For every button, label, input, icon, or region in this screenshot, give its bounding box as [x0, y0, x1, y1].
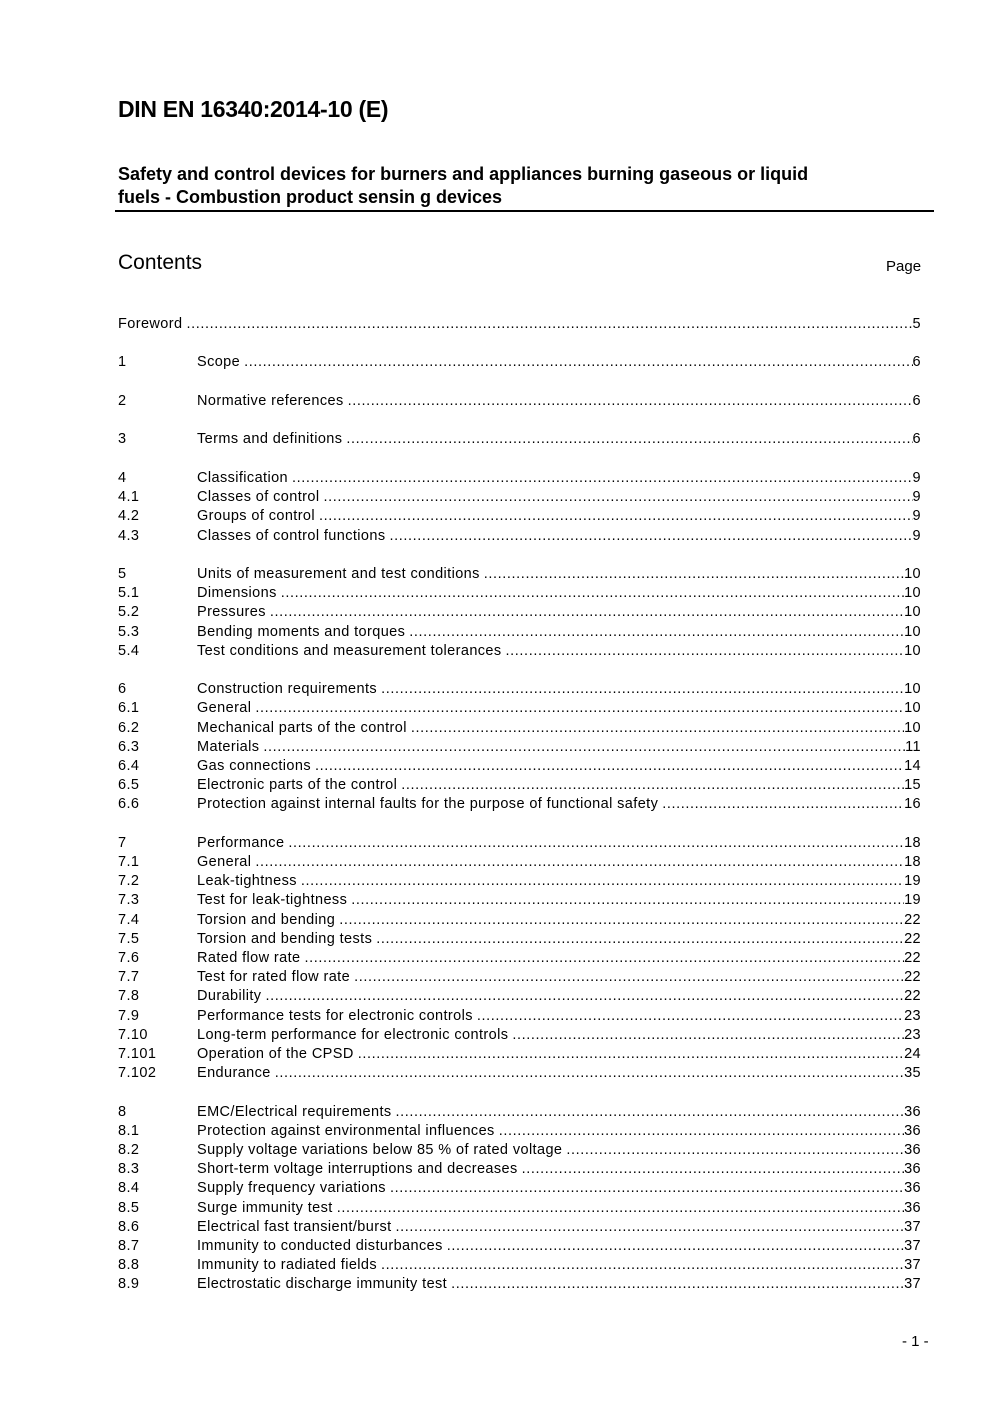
- toc-entry-number: 5: [118, 565, 127, 582]
- toc-entry[interactable]: [118, 757, 921, 776]
- toc-entry[interactable]: [118, 872, 921, 891]
- toc-entry-title: Performance: [197, 834, 285, 851]
- toc-entry-page: 10: [904, 642, 921, 659]
- toc-entry-title: Materials: [197, 738, 260, 755]
- toc-entry-page: 37: [904, 1237, 921, 1254]
- toc-dot-leader: [301, 872, 904, 891]
- toc-entry[interactable]: [118, 719, 921, 738]
- toc-dot-leader: [186, 315, 912, 334]
- toc-dot-leader: [270, 603, 904, 622]
- toc-section-group: [118, 315, 921, 334]
- toc-entry[interactable]: [118, 1160, 921, 1179]
- toc-entry-page: 10: [904, 623, 921, 640]
- toc-entry-title: Scope: [197, 354, 241, 371]
- toc-entry-number: 7.6: [118, 949, 140, 966]
- toc-entry-title: Gas connections: [197, 757, 312, 774]
- toc-dot-leader: [281, 584, 904, 603]
- toc-dot-leader: [401, 776, 904, 795]
- toc-entry-title: Immunity to conducted disturbances: [197, 1237, 443, 1254]
- toc-dot-leader: [396, 1218, 905, 1237]
- toc-entry[interactable]: [118, 1275, 921, 1294]
- toc-dot-leader: [255, 853, 904, 872]
- toc-entry-title: Bending moments and torques: [197, 623, 406, 640]
- toc-entry-title: Supply frequency variations: [197, 1180, 386, 1197]
- toc-entry-page: 22: [904, 969, 921, 986]
- toc-section-group: [118, 834, 921, 1083]
- toc-section-group: [118, 392, 921, 411]
- toc-entry-page: 9: [912, 489, 921, 506]
- toc-dot-leader: [319, 507, 913, 526]
- toc-entry[interactable]: [118, 392, 921, 411]
- toc-entry-page: 18: [904, 834, 921, 851]
- toc-entry[interactable]: [118, 680, 921, 699]
- toc-entry-page: 10: [904, 604, 921, 621]
- toc-entry-page: 5: [912, 316, 921, 332]
- toc-dot-leader: [381, 1256, 904, 1275]
- toc-entry-page: 23: [904, 1026, 921, 1043]
- toc-entry-number: 4: [118, 469, 127, 486]
- toc-entry-number: 7.7: [118, 969, 140, 986]
- toc-entry-number: 8.9: [118, 1276, 140, 1293]
- toc-entry-page: 36: [904, 1103, 921, 1120]
- toc-entry-title: Endurance: [197, 1065, 271, 1082]
- toc-entry-number: 6.2: [118, 719, 140, 736]
- toc-entry-title: Classes of control functions: [197, 527, 386, 544]
- toc-entry-page: 22: [904, 949, 921, 966]
- toc-entry[interactable]: [118, 738, 921, 757]
- toc-dot-leader: [451, 1275, 904, 1294]
- toc-entry-title: Protection against environmental influences: [197, 1122, 495, 1139]
- toc-entry-page: 22: [904, 988, 921, 1005]
- toc-entry[interactable]: [118, 565, 921, 584]
- toc-dot-leader: [292, 469, 913, 488]
- toc-dot-leader: [396, 1103, 905, 1122]
- toc-entry-number: 4.2: [118, 508, 140, 525]
- document-title: DIN EN 16340:2014-10 (E): [118, 96, 389, 122]
- toc-entry-number: 4.3: [118, 527, 140, 544]
- toc-dot-leader: [323, 488, 912, 507]
- toc-entry[interactable]: [118, 853, 921, 872]
- toc-entry-title: General: [197, 700, 252, 717]
- toc-entry-page: 16: [904, 796, 921, 813]
- toc-entry-page: 19: [904, 873, 921, 890]
- toc-entry-title: Short-term voltage interruptions and decreases: [197, 1161, 518, 1178]
- toc-entry[interactable]: [118, 353, 921, 372]
- toc-entry-page: 6: [912, 431, 921, 448]
- toc-entry-number: 7.5: [118, 930, 140, 947]
- toc-dot-leader: [484, 565, 904, 584]
- toc-entry[interactable]: [118, 469, 921, 488]
- toc-dot-leader: [409, 623, 904, 642]
- toc-entry-page: 15: [904, 777, 921, 794]
- toc-entry-title: Pressures: [197, 604, 266, 621]
- toc-entry-page: 10: [904, 700, 921, 717]
- toc-entry-number: 7.4: [118, 911, 140, 928]
- toc-entry-title: Durability: [197, 988, 262, 1005]
- toc-dot-leader: [265, 987, 904, 1006]
- toc-entry-title: Performance tests for electronic controls: [197, 1007, 473, 1024]
- toc-entry-number: 8.8: [118, 1257, 140, 1274]
- toc-section-group: [118, 469, 921, 546]
- toc-entry-title: Torsion and bending tests: [197, 930, 373, 947]
- toc-entry[interactable]: [118, 1237, 921, 1256]
- toc-entry[interactable]: [118, 315, 921, 334]
- toc-entry-page: 24: [904, 1045, 921, 1062]
- toc-entry-title: Units of measurement and test conditions: [197, 565, 480, 582]
- toc-entry[interactable]: [118, 584, 921, 603]
- toc-dot-leader: [522, 1160, 904, 1179]
- toc-entry-title: Normative references: [197, 392, 344, 409]
- toc-entry-page: 35: [904, 1065, 921, 1082]
- toc-entry-number: 6.1: [118, 700, 140, 717]
- toc-entry-title: Leak-tightness: [197, 873, 297, 890]
- document-subtitle: [118, 163, 918, 209]
- toc-entry-page: 10: [904, 585, 921, 602]
- toc-entry-number: 8.2: [118, 1141, 140, 1158]
- toc-entry-title: Groups of control: [197, 508, 316, 525]
- toc-entry-title: Test conditions and measurement tolerances: [197, 642, 502, 659]
- title-divider: [115, 210, 934, 212]
- toc-entry-number: 7.101: [118, 1045, 157, 1062]
- toc-entry-number: 5.1: [118, 585, 140, 602]
- table-of-contents: [118, 315, 921, 1294]
- toc-entry[interactable]: [118, 603, 921, 622]
- toc-entry-number: 8.5: [118, 1199, 140, 1216]
- toc-entry-title: Mechanical parts of the control: [197, 719, 407, 736]
- toc-entry-page: 18: [904, 854, 921, 871]
- toc-section-group: [118, 430, 921, 449]
- toc-entry[interactable]: [118, 911, 921, 930]
- toc-dot-leader: [499, 1122, 904, 1141]
- toc-entry-page: 36: [904, 1122, 921, 1139]
- toc-entry[interactable]: [118, 1218, 921, 1237]
- toc-dot-leader: [275, 1064, 904, 1083]
- toc-entry-number: 8.4: [118, 1180, 140, 1197]
- toc-entry-page: 14: [904, 757, 921, 774]
- subtitle-line: Safety and control devices for burners and appliances burning gaseous or liquid: [118, 164, 809, 184]
- toc-entry-title: Rated flow rate: [197, 949, 301, 966]
- toc-entry-title: Surge immunity test: [197, 1199, 333, 1216]
- toc-entry[interactable]: [118, 1064, 921, 1083]
- toc-entry-number: 7: [118, 834, 127, 851]
- toc-dot-leader: [447, 1237, 904, 1256]
- toc-entry-title: Classification: [197, 469, 289, 486]
- toc-entry-title: Supply voltage variations below 85 % of rated voltage: [197, 1141, 563, 1158]
- toc-dot-leader: [339, 911, 904, 930]
- toc-entry-title: Terms and definitions: [197, 431, 343, 448]
- toc-dot-leader: [348, 392, 913, 411]
- toc-dot-leader: [255, 699, 904, 718]
- toc-dot-leader: [346, 430, 912, 449]
- toc-entry-number: 7.1: [118, 854, 140, 871]
- toc-dot-leader: [381, 680, 904, 699]
- toc-entry[interactable]: [118, 1141, 921, 1160]
- toc-dot-leader: [288, 834, 904, 853]
- toc-entry[interactable]: [118, 527, 921, 546]
- toc-entry-number: 4.1: [118, 489, 140, 506]
- toc-entry-title: Protection against internal faults for the purpose of functional safety: [197, 796, 659, 813]
- toc-entry-page: 36: [904, 1199, 921, 1216]
- toc-entry-number: 8.6: [118, 1218, 140, 1235]
- toc-section-group: [118, 680, 921, 814]
- toc-entry-number: 6.3: [118, 738, 140, 755]
- toc-entry-number: 3: [118, 431, 127, 448]
- toc-dot-leader: [411, 719, 904, 738]
- toc-entry-number: 1: [118, 354, 127, 371]
- toc-dot-leader: [506, 642, 905, 661]
- toc-dot-leader: [662, 795, 904, 814]
- toc-entry-number: 7.10: [118, 1026, 148, 1043]
- toc-entry[interactable]: [118, 1007, 921, 1026]
- toc-entry[interactable]: [118, 488, 921, 507]
- toc-entry[interactable]: [118, 795, 921, 814]
- toc-entry-page: 22: [904, 911, 921, 928]
- toc-entry[interactable]: [118, 776, 921, 795]
- toc-entry-title: Electronic parts of the control: [197, 777, 398, 794]
- toc-entry[interactable]: [118, 891, 921, 910]
- toc-entry-number: 5.3: [118, 623, 140, 640]
- toc-entry-title: EMC/Electrical requirements: [197, 1103, 392, 1120]
- toc-entry-page: 37: [904, 1276, 921, 1293]
- toc-entry[interactable]: [118, 1256, 921, 1275]
- toc-entry-number: 7.2: [118, 873, 140, 890]
- toc-entry-page: 9: [912, 508, 921, 525]
- toc-entry-number: 8.1: [118, 1122, 140, 1139]
- toc-entry[interactable]: [118, 1026, 921, 1045]
- toc-entry-title: Long-term performance for electronic controls: [197, 1026, 509, 1043]
- toc-entry-number: 7.3: [118, 892, 140, 909]
- toc-entry-title: Immunity to radiated fields: [197, 1257, 378, 1274]
- contents-heading: Contents: [118, 251, 203, 274]
- subtitle-line: fuels - Combustion product sensin g devices: [118, 187, 503, 207]
- toc-dot-leader: [244, 353, 912, 372]
- toc-entry-number: 8: [118, 1103, 127, 1120]
- toc-entry[interactable]: [118, 507, 921, 526]
- toc-entry-page: 10: [904, 681, 921, 698]
- toc-entry-title: General: [197, 854, 252, 871]
- toc-entry-page: 10: [904, 719, 921, 736]
- toc-entry-page: 36: [904, 1161, 921, 1178]
- toc-dot-leader: [263, 738, 905, 757]
- toc-dot-leader: [566, 1141, 904, 1160]
- toc-entry[interactable]: [118, 1122, 921, 1141]
- toc-dot-leader: [315, 757, 904, 776]
- toc-entry[interactable]: [118, 623, 921, 642]
- toc-entry-page: 6: [912, 354, 921, 371]
- toc-entry-title: Test for rated flow rate: [197, 969, 351, 986]
- toc-entry-number: 6.6: [118, 796, 140, 813]
- toc-entry-number: 7.102: [118, 1065, 157, 1082]
- toc-entry-title: Electrical fast transient/burst: [197, 1218, 392, 1235]
- toc-dot-leader: [390, 1179, 904, 1198]
- toc-entry-page: 23: [904, 1007, 921, 1024]
- toc-dot-leader: [477, 1007, 904, 1026]
- toc-dot-leader: [354, 968, 904, 987]
- toc-entry[interactable]: [118, 987, 921, 1006]
- toc-entry-title: Torsion and bending: [197, 911, 336, 928]
- toc-entry-page: 10: [904, 565, 921, 582]
- toc-entry-title: Construction requirements: [197, 681, 378, 698]
- toc-section-group: [118, 1103, 921, 1295]
- page-column-heading: Page: [886, 258, 922, 275]
- toc-dot-leader: [512, 1026, 904, 1045]
- toc-entry[interactable]: [118, 930, 921, 949]
- toc-entry-page: 11: [905, 738, 921, 755]
- toc-entry-page: 6: [912, 392, 921, 409]
- toc-entry-number: 7.8: [118, 988, 140, 1005]
- toc-entry[interactable]: [118, 642, 921, 661]
- toc-entry-title: Operation of the CPSD: [197, 1045, 354, 1062]
- toc-entry[interactable]: [118, 1199, 921, 1218]
- toc-entry[interactable]: [118, 1045, 921, 1064]
- toc-entry-page: 37: [904, 1218, 921, 1235]
- toc-entry[interactable]: [118, 949, 921, 968]
- toc-dot-leader: [390, 527, 913, 546]
- toc-entry-number: 6.4: [118, 757, 140, 774]
- toc-dot-leader: [351, 891, 904, 910]
- toc-entry-page: 36: [904, 1141, 921, 1158]
- toc-entry-page: 9: [912, 469, 921, 486]
- toc-entry[interactable]: [118, 968, 921, 987]
- toc-entry-title: Test for leak-tightness: [197, 892, 348, 909]
- toc-entry[interactable]: [118, 834, 921, 853]
- toc-entry[interactable]: [118, 430, 921, 449]
- toc-entry-number: 5.4: [118, 642, 140, 659]
- toc-entry-title: Classes of control: [197, 489, 320, 506]
- toc-entry[interactable]: [118, 1103, 921, 1122]
- page-number: - 1 -: [902, 1333, 929, 1350]
- toc-entry-number: 2: [118, 392, 127, 409]
- toc-entry-page: 36: [904, 1180, 921, 1197]
- toc-entry-title: Dimensions: [197, 585, 277, 602]
- toc-dot-leader: [305, 949, 905, 968]
- toc-section-group: [118, 565, 921, 661]
- toc-entry-number: 5.2: [118, 604, 140, 621]
- toc-entry-page: 9: [912, 527, 921, 544]
- toc-entry-title: Electrostatic discharge immunity test: [197, 1276, 448, 1293]
- toc-entry-page: 22: [904, 930, 921, 947]
- toc-entry-number: 8.7: [118, 1237, 140, 1254]
- toc-entry-number: 7.9: [118, 1007, 140, 1024]
- toc-section-group: [118, 353, 921, 372]
- toc-entry-page: 19: [904, 892, 921, 909]
- toc-entry[interactable]: [118, 1179, 921, 1198]
- toc-entry-number: 6: [118, 681, 127, 698]
- toc-entry-number: 6.5: [118, 777, 140, 794]
- toc-dot-leader: [358, 1045, 904, 1064]
- toc-entry[interactable]: [118, 699, 921, 718]
- toc-entry-number: 8.3: [118, 1161, 140, 1178]
- toc-dot-leader: [337, 1199, 904, 1218]
- toc-entry-title: Foreword: [118, 316, 183, 332]
- toc-entry-page: 37: [904, 1257, 921, 1274]
- toc-dot-leader: [376, 930, 904, 949]
